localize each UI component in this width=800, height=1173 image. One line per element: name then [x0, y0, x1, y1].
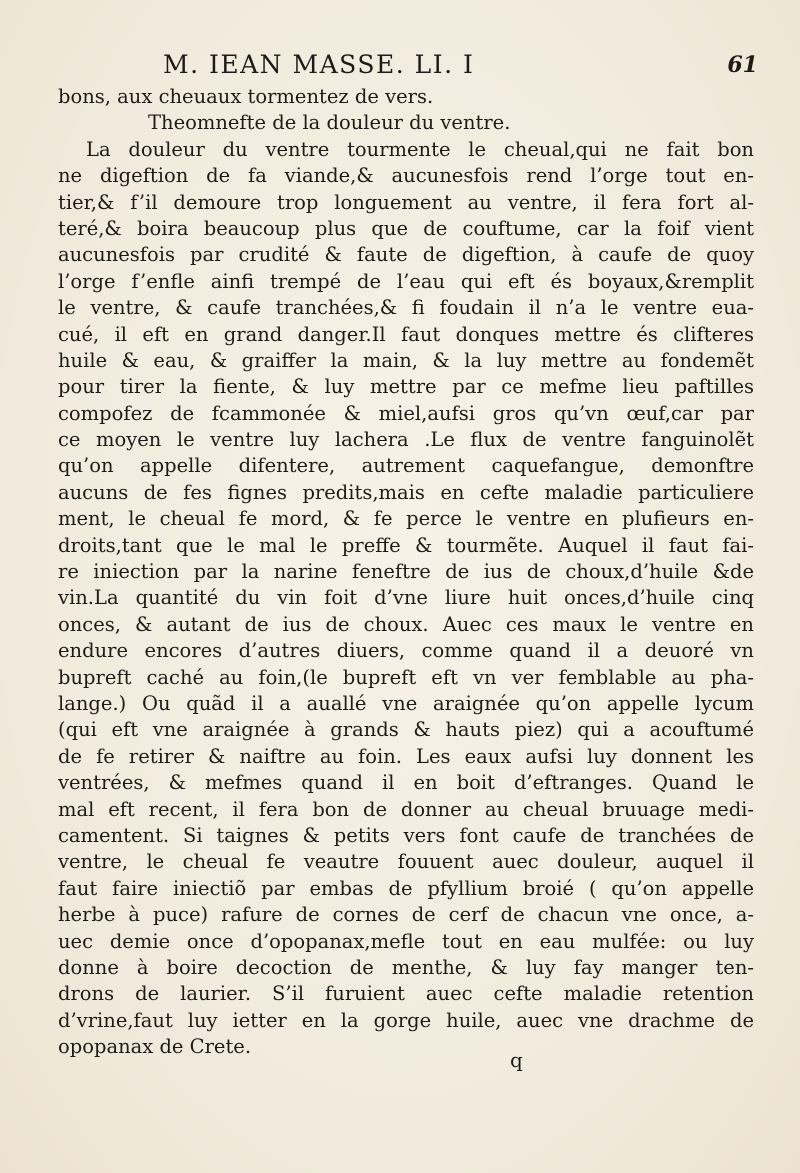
running-head: M. IEAN MASSE. LI. I	[163, 50, 475, 79]
text-line: ventre, le cheual fe veautre fouuent auec douleur, auquel il	[58, 850, 754, 874]
text-line: (qui eft vne araignée à grands & hauts piez) qui a acouftumé	[58, 718, 754, 742]
section-heading: Theomnefte de la douleur du ventre.	[148, 111, 511, 135]
text-line: ment, le cheual fe mord, & fe perce le ventre en plufieurs en-	[58, 507, 754, 531]
text-line: lange.) Ou quãd il a auallé vne araignée qu’on appelle lycum	[58, 691, 754, 715]
text-line: drons de laurier. S’il furuient auec cefte maladie retention	[58, 982, 754, 1006]
text-line: tier,& f’il demoure trop longuement au ventre, il fera fort al-	[58, 190, 754, 214]
text-line: qu’on appelle difentere, autrement caquefangue, demonftre	[58, 454, 754, 478]
text-line: endure encores d’autres diuers, comme quand il a deuoré vn	[58, 639, 754, 663]
text-line: uec demie once d’opopanax,mefle tout en eau mulfée: ou luy	[58, 929, 754, 953]
text-line: huile & eau, & graiffer la main, & la luy mettre au fondemẽt	[58, 348, 754, 372]
text-line: mal eft recent, il fera bon de donner au cheual bruuage medi-	[58, 797, 754, 821]
text-line: faut faire iniectiõ par embas de pfyllium broié ( qu’on appelle	[58, 876, 754, 900]
text-line: donne à boire decoction de menthe, & luy fay manger ten-	[58, 955, 754, 979]
text-line: droits,tant que le mal le preffe & tourmẽte. Auquel il faut fai-	[58, 533, 754, 557]
catchword: q	[510, 1048, 523, 1072]
text-line: ce moyen le ventre luy lachera .Le flux de ventre fanguinolẽt	[58, 428, 754, 452]
text-line: le ventre, & caufe tranchées,& fi foudain il n’a le ventre eua-	[58, 296, 754, 320]
text-line: bupreft caché au foin,(le bupreft eft vn ver femblable au pha-	[58, 665, 754, 689]
body-text	[58, 84, 754, 1060]
text-line: cué, il eft en grand danger.Il faut donques mettre és clifteres	[58, 322, 754, 346]
text-line: teré,& boira beaucoup plus que de couftume, car la foif vient	[58, 216, 754, 240]
text-line: compofez de fcammonée & miel,aufsi gros qu’vn œuf,car par	[58, 401, 754, 425]
text-line: herbe à puce) rafure de cornes de cerf de chacun vne once, a-	[58, 903, 754, 927]
text-line: opopanax de Crete.	[58, 1035, 252, 1059]
text-line: pour tirer la fiente, & luy mettre par ce mefme lieu paftilles	[58, 375, 754, 399]
text-line: ventrées, & mefmes quand il en boit d’eftranges. Quand le	[58, 771, 754, 795]
text-line: ne digeftion de fa viande,& aucunesfois rend l’orge tout en-	[58, 164, 754, 188]
text-line: re iniection par la narine feneftre de ius de choux,d’huile &de	[58, 560, 754, 584]
text-line: La douleur du ventre tourmente le cheual,qui ne fait bon	[86, 137, 754, 161]
text-line: aucunesfois par crudité & faute de digeftion, à caufe de quoy	[58, 243, 754, 267]
text-line: aucuns de fes fignes predits,mais en cefte maladie particuliere	[58, 480, 754, 504]
text-line: l’orge f’enfle ainfi trempé de l’eau qui eft és boyaux,&remplit	[58, 269, 754, 293]
text-line: de fe retirer & naiftre au foin. Les eaux aufsi luy donnent les	[58, 744, 754, 768]
text-line: bons, aux cheuaux tormentez de vers.	[58, 85, 434, 108]
page-header	[58, 50, 758, 84]
text-line: vin.La quantité du vin foit d’vne liure huit onces,d’huile cinq	[58, 586, 754, 610]
text-line: camentent. Si taignes & petits vers font caufe de tranchées de	[58, 823, 754, 847]
text-line: onces, & autant de ius de choux. Auec ces maux le ventre en	[58, 612, 754, 636]
text-line: d’vrine,faut luy ietter en la gorge huile, auec vne drachme de	[58, 1008, 754, 1032]
page-number: 61	[727, 52, 758, 78]
